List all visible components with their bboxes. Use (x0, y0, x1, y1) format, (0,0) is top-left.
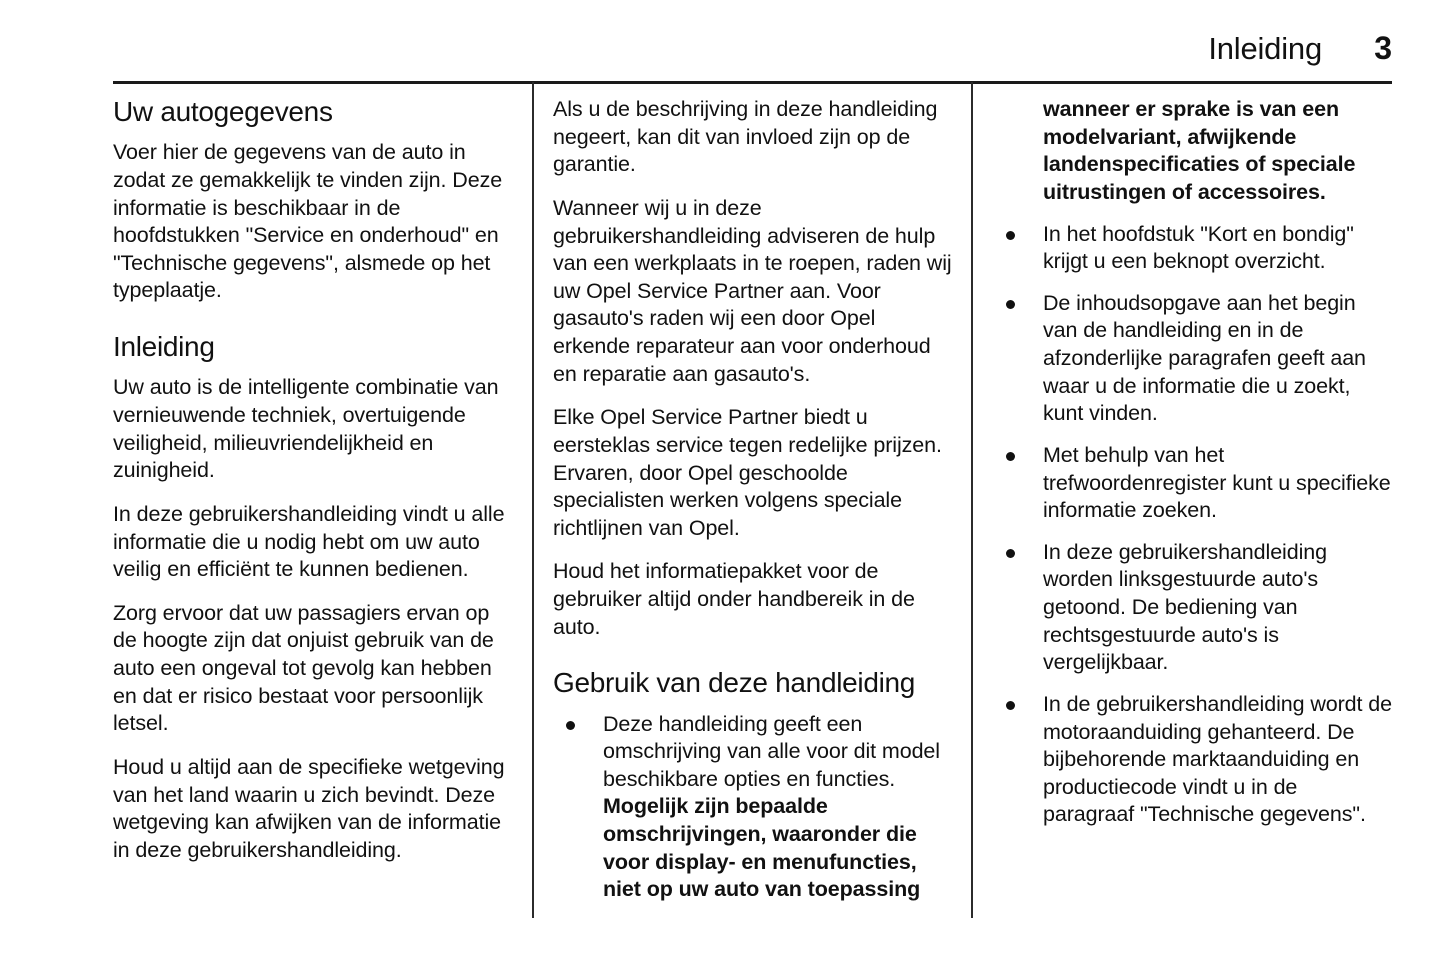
paragraph: Zorg ervoor dat uw passagiers ervan op de hoogte zijn dat onjuist gebruik van de auto een ongeval tot gevolg kan hebben en dat er risico bestaat voor persoonlijk letsel. (113, 600, 494, 736)
page-number: 3 (1374, 30, 1392, 66)
bullet-dot-icon (1006, 300, 1015, 309)
paragraph: Elke Opel Service Partner biedt u eersteklas service tegen redelijke prijzen. Ervaren, door Opel geschoolde specialisten werken volgens speciale richtlijnen van Opel. (553, 405, 942, 540)
paragraph: Voer hier de gegevens van de auto in zodat ze gemakkelijk te vinden zijn. Deze informatie is beschikbaar in de hoofdstukken "Service en onderhoud" en "Technische gegevens", alsmede op het typeplaatje. (113, 140, 503, 303)
list-item (993, 221, 1393, 276)
paragraph: Wanneer wij u in deze gebruikershandleiding adviseren de hulp van een werkplaats in te roepen, raden wij uw Opel Service Partner aan. Voor gasauto's raden wij een door Opel erkende reparateur aan voor onderhoud en reparatie aan gasauto's. (553, 195, 952, 386)
bullet-dot-icon (566, 721, 575, 730)
list-item-text: De inhoudsopgave aan het begin van de handleiding en in de afzonderlijke paragrafen geeft aan waar u de informatie die u zoekt, kunt vinden. (1043, 290, 1366, 426)
list-item (993, 691, 1393, 829)
paragraph: Houd u altijd aan de specifieke wetgeving van het land waarin u zich bevindt. Deze wetgeving kan afwijken van de informatie in deze gebruikershandleiding. (113, 754, 505, 862)
list-item (553, 711, 953, 904)
heading-gebruik-van-deze-handleiding: Gebruik van deze handleiding (553, 667, 916, 699)
paragraph: Uw auto is de intelligente combinatie van vernieuwende techniek, overtuigende veiligheid, milieuvriendelijkheid en zuinigheid. (113, 375, 499, 483)
heading-uw-autogegevens: Uw autogegevens (113, 96, 333, 127)
bullet-dot-icon (1006, 231, 1015, 240)
columns-container (0, 96, 1445, 926)
heading-inleiding: Inleiding (113, 331, 215, 363)
list-item-text: In het hoofdstuk "Kort en bondig" krijgt u een beknopt overzicht. (1043, 221, 1354, 274)
paragraph: Als u de beschrijving in deze handleiding negeert, kan dit van invloed zijn op de garantie. (553, 97, 938, 177)
bullet-list-column-2 (553, 711, 953, 904)
list-item (993, 539, 1393, 677)
column-2 (553, 96, 953, 904)
list-item (993, 442, 1393, 525)
column-1 (113, 96, 513, 864)
page-header (113, 30, 1392, 82)
header-inner (113, 30, 1392, 78)
bullet-dot-icon (1006, 701, 1015, 710)
bullet-continuation-text: wanneer er sprake is van een modelvariant, afwijkende landenspecificaties of speciale uitrustingen of accessoires. (1043, 97, 1356, 204)
list-item (993, 290, 1393, 428)
list-item-text-bold: Mogelijk zijn bepaalde omschrijvingen, waaronder die voor display- en menufuncties, niet op uw auto van toepassing (603, 794, 921, 902)
paragraph: In deze gebruikershandleiding vindt u alle informatie die u nodig hebt om uw auto veilig en efficiënt te kunnen bedienen. (113, 501, 505, 582)
bullet-dot-icon (1006, 452, 1015, 461)
column-3 (993, 96, 1393, 829)
bullet-dot-icon (1006, 549, 1015, 558)
header-rule (113, 81, 1392, 84)
page-title: Inleiding (1208, 31, 1322, 66)
bullet-list-column-3 (993, 221, 1393, 830)
list-item-text-regular: Deze handleiding geeft een omschrijving van alle voor dit model beschikbare opties en functies. (603, 711, 940, 791)
list-item-text: In deze gebruikershandleiding worden linksgestuurde auto's getoond. De bediening van rechtsgestuurde auto's is vergelijkbaar. (1043, 539, 1327, 675)
list-item-text: In de gebruikershandleiding wordt de motoraanduiding gehanteerd. De bijbehorende marktaanduiding en productiecode vindt u in de paragraaf "Technische gegevens". (1043, 691, 1392, 827)
paragraph: Houd het informatiepakket voor de gebruiker altijd onder handbereik in de auto. (553, 559, 915, 639)
list-item-text: Met behulp van het trefwoordenregister kunt u specifieke informatie zoeken. (1043, 442, 1391, 523)
